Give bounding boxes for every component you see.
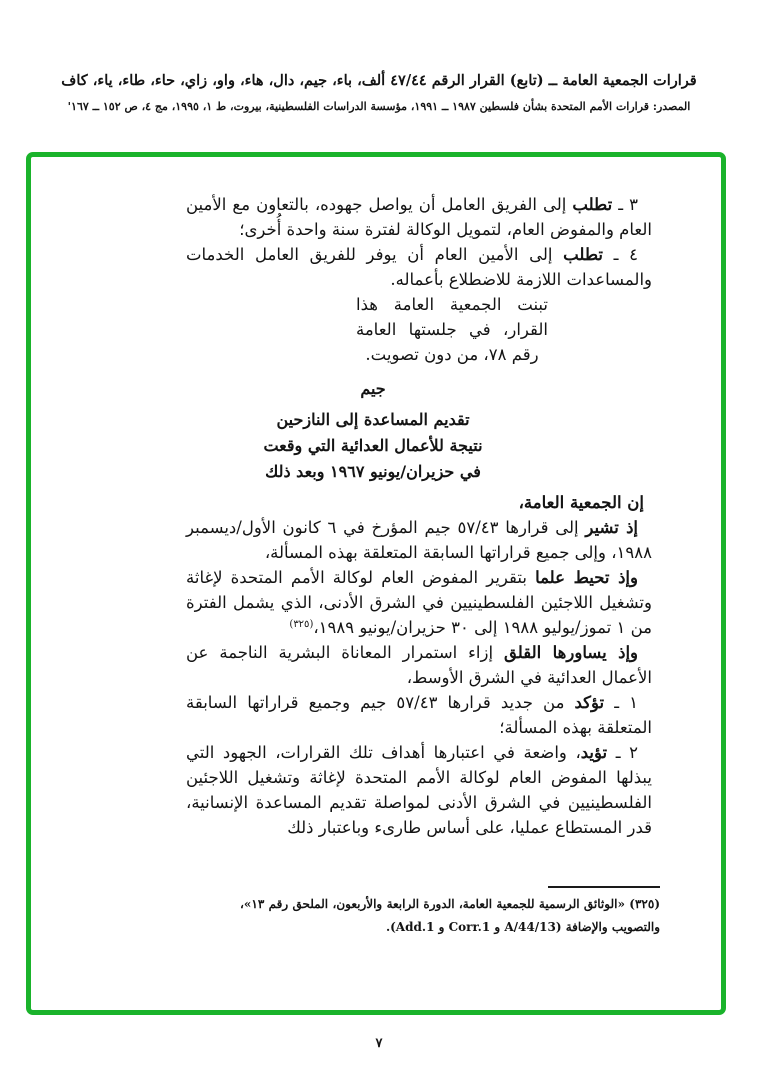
heading-line: في حزيران/يونيو ١٩٦٧ وبعد ذلك xyxy=(265,462,481,481)
resolution-text xyxy=(186,192,652,840)
footnote-divider xyxy=(548,886,660,888)
adoption-note: تبنت الجمعية العامة هذا القرار، في جلستها العامة رقم ٧٨، من دون تصويت. xyxy=(356,295,548,364)
clause-1: ١ ـ تؤكد من جديد قرارها ٥٧/٤٣ جيم وجميع قراراتها السابقة المتعلقة بهذه المسألة؛ xyxy=(186,693,652,737)
page-header xyxy=(38,70,720,115)
heading-line: تقديم المساعدة إلى النازحين xyxy=(276,410,470,429)
heading-line: نتيجة للأعمال العدائية التي وقعت xyxy=(263,436,483,455)
clause-3: ٣ ـ تطلب إلى الفريق العامل أن يواصل جهوده، بالتعاون مع الأمين العام والمفوض العام، لتمويل الوكالة لفترة سنة واحدة أُخرى؛ xyxy=(186,195,652,239)
preamble-recalling: إذ تشير إلى قرارها ٥٧/٤٣ جيم المؤرخ في ٦ كانون الأول/ديسمبر ١٩٨٨، وإلى جميع قراراتها السابقة المتعلقة بهذه المسألة، xyxy=(186,518,652,562)
header-source-line: المصدر: قرارات الأمم المتحدة بشأن فلسطين ١٩٨٧ ــ ١٩٩١، مؤسسة الدراسات الفلسطينية، بيروت، ط ١، ١٩٩٥، مج ٤، ص ١٥٢ ــ ١٦٧' xyxy=(67,100,691,113)
footnote-reference: (٣٢٥) xyxy=(289,619,314,630)
clause-4: ٤ ـ تطلب إلى الأمين العام أن يوفر للفريق العامل الخدمات والمساعدات اللازمة للاضطلاع بأعماله. xyxy=(186,245,652,289)
footnote-325: (٣٢٥) «الوثائق الرسمية للجمعية العامة، الدورة الرابعة والأربعون، الملحق رقم ١٣»، والتصويب والإضافة (A/44/13 و Corr.1 و Add.1). xyxy=(240,897,660,934)
preamble-taking-note: وإذ تحيط علما بتقرير المفوض العام لوكالة الأمم المتحدة لإغاثة وتشغيل اللاجئين الفلسطينيين في الشرق الأدنى، الذي يشمل الفترة من ١ تموز/يوليو ١٩٨٨ إلى ٣٠ حزيران/يونيو ١٩٨٩،$^{(٣٢٥)}$ xyxy=(186,568,652,637)
preamble-opener: إن الجمعية العامة، xyxy=(518,493,644,512)
header-title: قرارات الجمعية العامة ــ (تابع) القرار الرقم ٤٧/٤٤ ألف، باء، جيم، دال، هاء، واو، زاي، حاء، طاء، ياء، كاف xyxy=(61,72,697,89)
preamble-concerned: وإذ يساورها القلق إزاء استمرار المعاناة البشرية الناجمة عن الأعمال العدائية في الشرق الأوسط، xyxy=(186,643,652,687)
page-number: ٧ xyxy=(375,1036,383,1051)
clause-2: ٢ ـ تؤيد، واضعة في اعتبارها أهداف تلك القرارات، الجهود التي يبذلها المفوض العام لوكالة الأمم المتحدة لإغاثة وتشغيل اللاجئين الفلسطينيين في الشرق الأدنى لمواصلة تقديم المساعدة الإنسانية، قدر المستطاع عمليا، على أساس طارىء وباعتبار ذلك xyxy=(186,743,652,837)
section-heading xyxy=(186,376,560,485)
heading-letter: جيم xyxy=(360,379,386,398)
